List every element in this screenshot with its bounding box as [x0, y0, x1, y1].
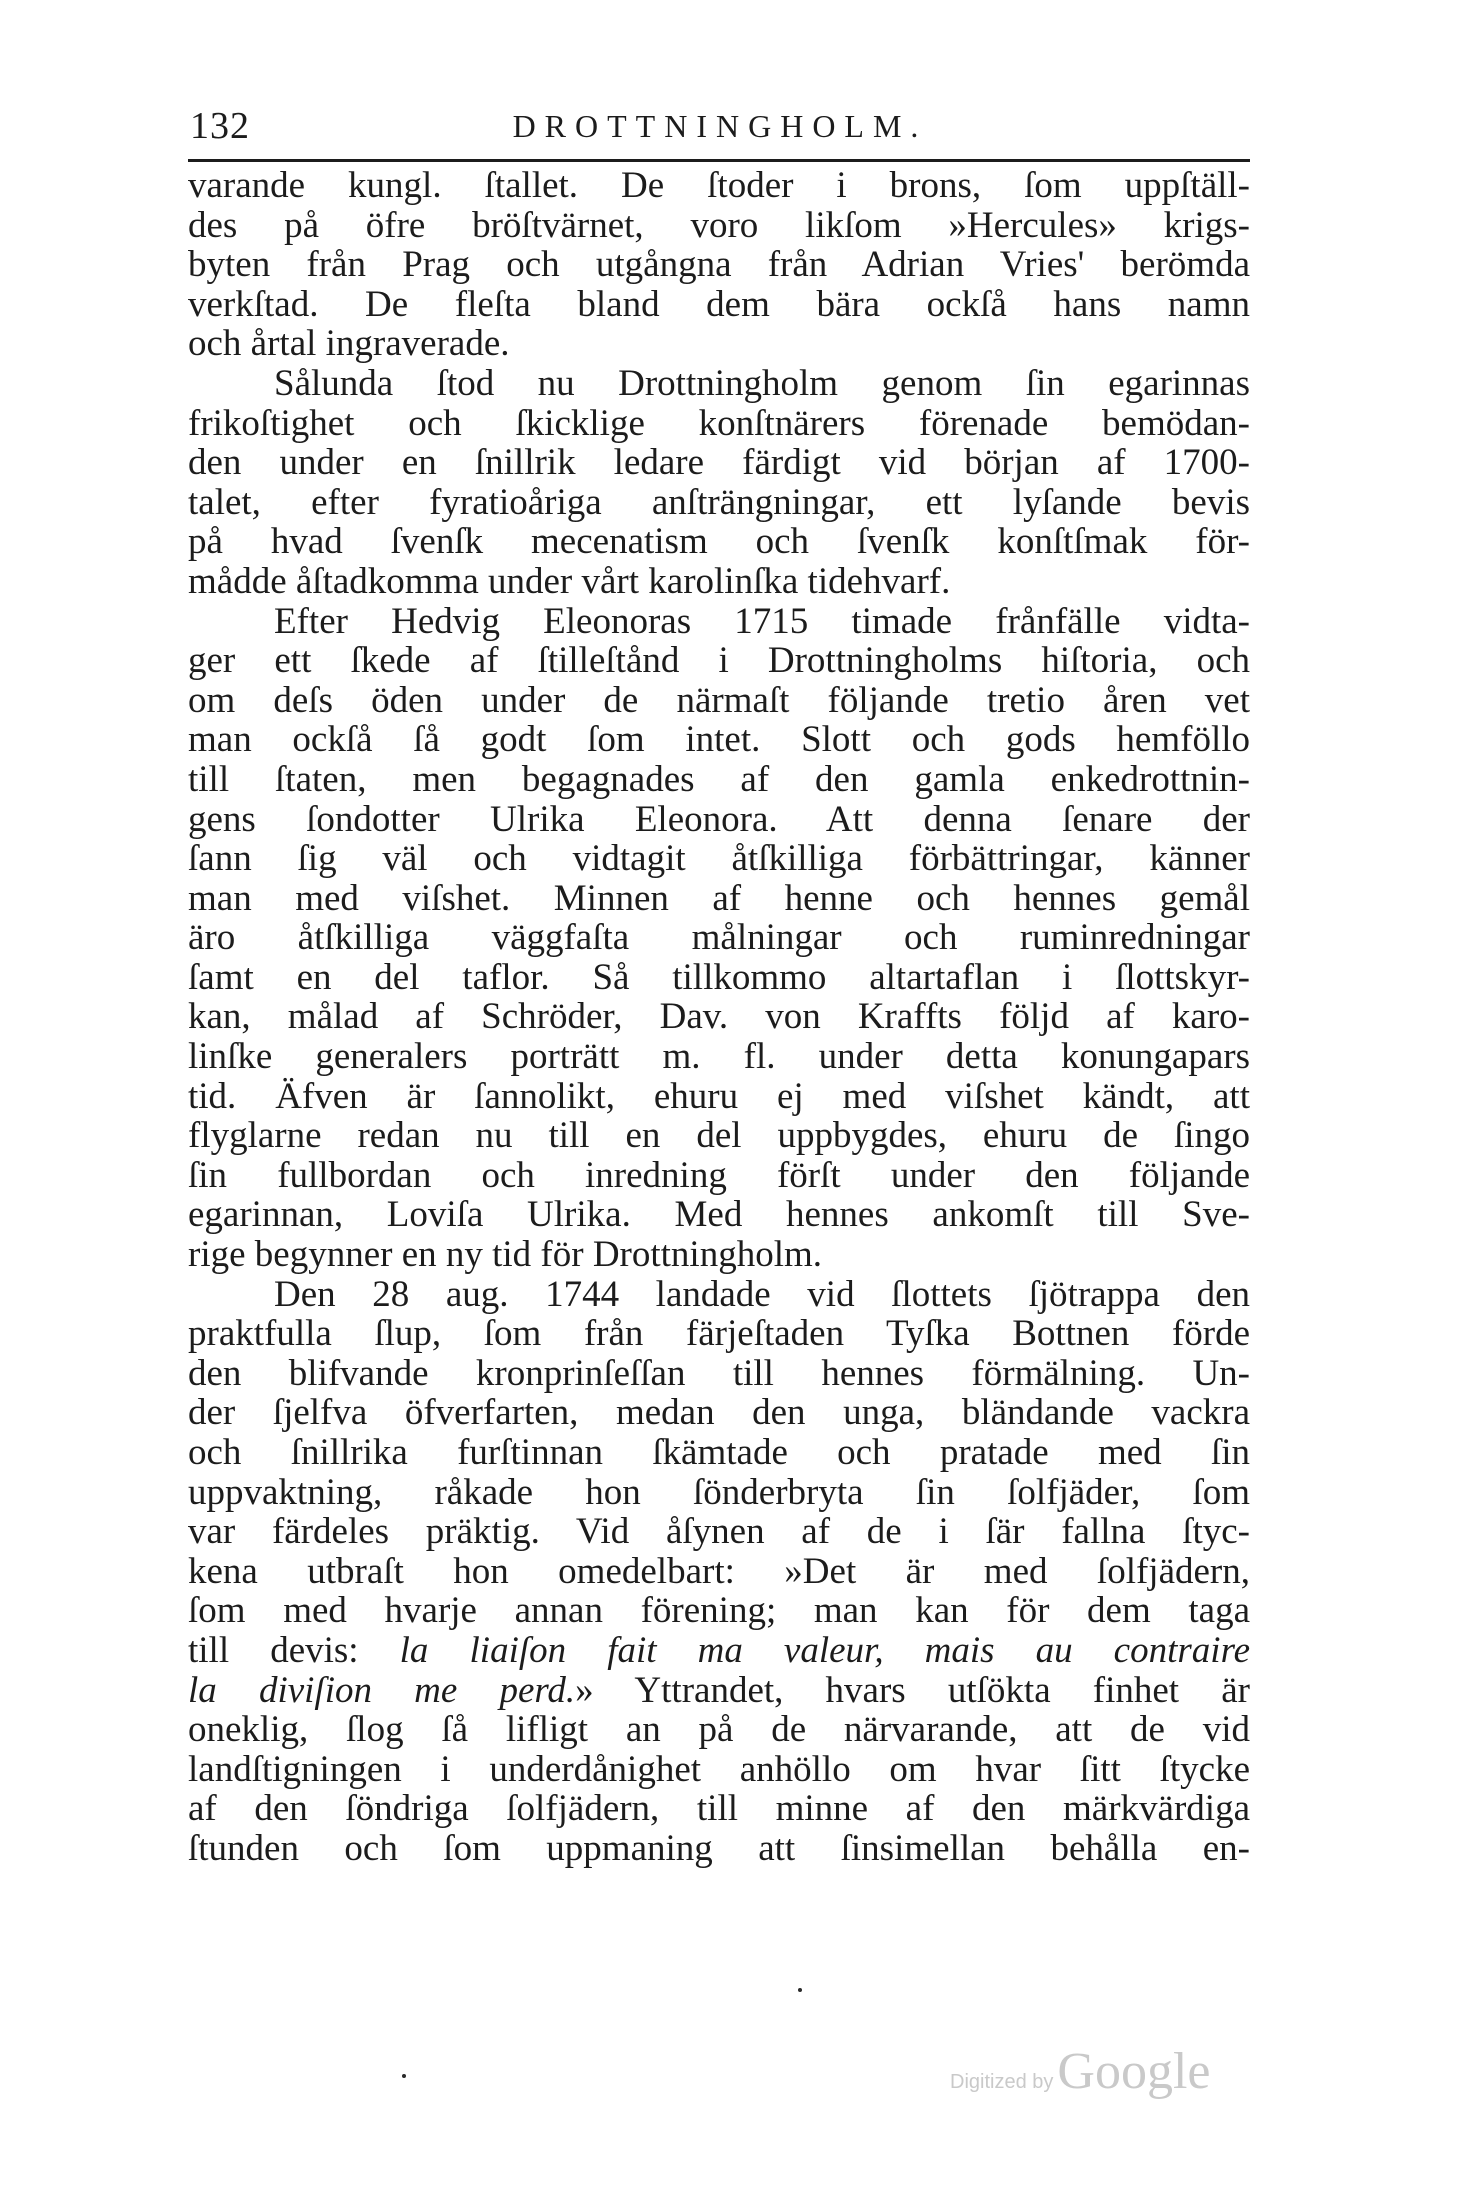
text-line: Efter Hedvig Eleonoras 1715 timade frånfälle vidta-: [274, 600, 1250, 642]
text-line-with-italic: [188, 1631, 1250, 1671]
text-line: till ſtaten, men begagnades af den gamla enkedrottnin-: [188, 758, 1250, 800]
text-line: flyglarne redan nu till en del uppbygdes, ehuru de ſingo: [188, 1115, 1250, 1157]
text-line: mådde åſtadkomma under vårt karolinſka tidehvarf.: [188, 560, 951, 602]
text-line: Sålunda ſtod nu Drottningholm genom ſin egarinnas: [274, 362, 1250, 404]
text-line: ſamt en del taflor. Så tillkommo altartaflan i ſlottskyr-: [188, 956, 1250, 998]
header-rule: [188, 159, 1250, 162]
text-line: egarinnan, Loviſa Ulrika. Med hennes ankomſt till Sve-: [188, 1194, 1250, 1236]
text-line: ſom med hvarje annan förening; man kan för dem taga: [188, 1590, 1250, 1632]
italic-quote: la diviſion me perd.: [188, 1669, 576, 1711]
text-line-with-italic: [188, 1671, 1250, 1711]
text-line: kena utbraſt hon omedelbart: »Det är med ſolfjädern,: [188, 1550, 1250, 1592]
text-line: gens ſondotter Ulrika Eleonora. Att denna ſenare der: [188, 798, 1250, 840]
body-text: [188, 166, 1250, 1869]
text-line: på hvad ſvenſk mecenatism och ſvenſk konſtſmak för-: [188, 521, 1250, 563]
text-line: var färdeles präktig. Vid åſynen af de i ſär fallna ſtyc-: [188, 1511, 1250, 1553]
text-run: » Yttrandet, hvars utſökta finhet är: [575, 1669, 1250, 1711]
text-line: ſann ſig väl och vidtagit åtſkilliga förbättringar, känner: [188, 838, 1250, 880]
text-line: kan, målad af Schröder, Dav. von Kraffts följd af karo-: [188, 996, 1250, 1038]
text-line: der ſjelfva öfverfarten, medan den unga, bländande vackra: [188, 1392, 1250, 1434]
text-line: om deſs öden under de närmaſt följande tretio åren vet: [188, 679, 1250, 721]
text-line: den under en ſnillrik ledare färdigt vid början af 1700-: [188, 442, 1250, 484]
text-line: linſke generalers porträtt m. fl. under detta konungapars: [188, 1036, 1250, 1078]
text-line: uppvaktning, råkade hon ſönderbryta ſin ſolfjäder, ſom: [188, 1471, 1250, 1513]
text-line: praktfulla ſlup, ſom från färjeſtaden Tyſka Bottnen förde: [188, 1313, 1250, 1355]
text-line: man ockſå ſå godt ſom intet. Slott och gods hemföllo: [188, 719, 1250, 761]
stray-ink-mark: [402, 2074, 406, 2078]
text-line: frikoſtighet och ſkicklige konſtnärers förenade bemödan-: [188, 402, 1250, 444]
text-line: landſtigningen i underdånighet anhöllo om hvar ſitt ſtycke: [188, 1748, 1250, 1790]
text-line: man med viſshet. Minnen af henne och hennes gemål: [188, 877, 1250, 919]
google-logo: Google: [1057, 2043, 1211, 2100]
text-line: byten från Prag och utgångna från Adrian Vries' berömda: [188, 244, 1250, 286]
text-line: af den ſöndriga ſolfjädern, till minne af den märkvärdiga: [188, 1788, 1250, 1830]
running-title: DROTTNINGHOLM.: [512, 108, 928, 144]
text-line: verkſtad. De fleſta bland dem bära ockſå hans namn: [188, 283, 1250, 325]
text-line: och ſnillrika furſtinnan ſkämtade och pratade med ſin: [188, 1432, 1250, 1473]
text-line: ger ett ſkede af ſtilleſtånd i Drottningholms hiſtoria, och: [188, 640, 1250, 682]
text-line: rige begynner en ny tid för Drottningholm.: [188, 1234, 823, 1276]
text-line: den blifvande kronprinſeſſan till hennes förmälning. Un-: [188, 1352, 1250, 1394]
text-line: tid. Äfven är ſannolikt, ehuru ej med viſshet kändt, att: [188, 1075, 1250, 1117]
watermark-label: Digitized by: [950, 2071, 1054, 2093]
text-line: oneklig, ſlog ſå lifligt an på de närvarande, att de vid: [188, 1709, 1250, 1751]
italic-quote: la liaiſon fait ma valeur, mais au contraire: [399, 1629, 1251, 1671]
text-line: des på öfre bröſtvärnet, voro likſom »Hercules» krigs-: [188, 204, 1250, 246]
digitized-watermark: [950, 2042, 1210, 2102]
text-line: varande kungl. ſtallet. De ſtoder i brons, ſom uppſtäll-: [188, 165, 1250, 206]
text-line: och årtal ingraverade.: [188, 323, 510, 365]
text-line: talet, efter fyratioåriga anſträngningar, ett lyſande bevis: [188, 481, 1250, 523]
text-line: ſtunden och ſom uppmaning att ſinsimellan behålla en-: [188, 1827, 1250, 1869]
running-header: [190, 100, 1250, 152]
text-run: till devis:: [188, 1629, 359, 1671]
text-line: Den 28 aug. 1744 landade vid ſlottets ſjötrappa den: [274, 1273, 1250, 1315]
page-number: 132: [190, 105, 250, 147]
text-line: ſin fullbordan och inredning förſt under den följande: [188, 1154, 1250, 1196]
text-line: äro åtſkilliga väggfaſta målningar och ruminredningar: [188, 917, 1250, 959]
stray-ink-mark: [798, 1988, 802, 1992]
